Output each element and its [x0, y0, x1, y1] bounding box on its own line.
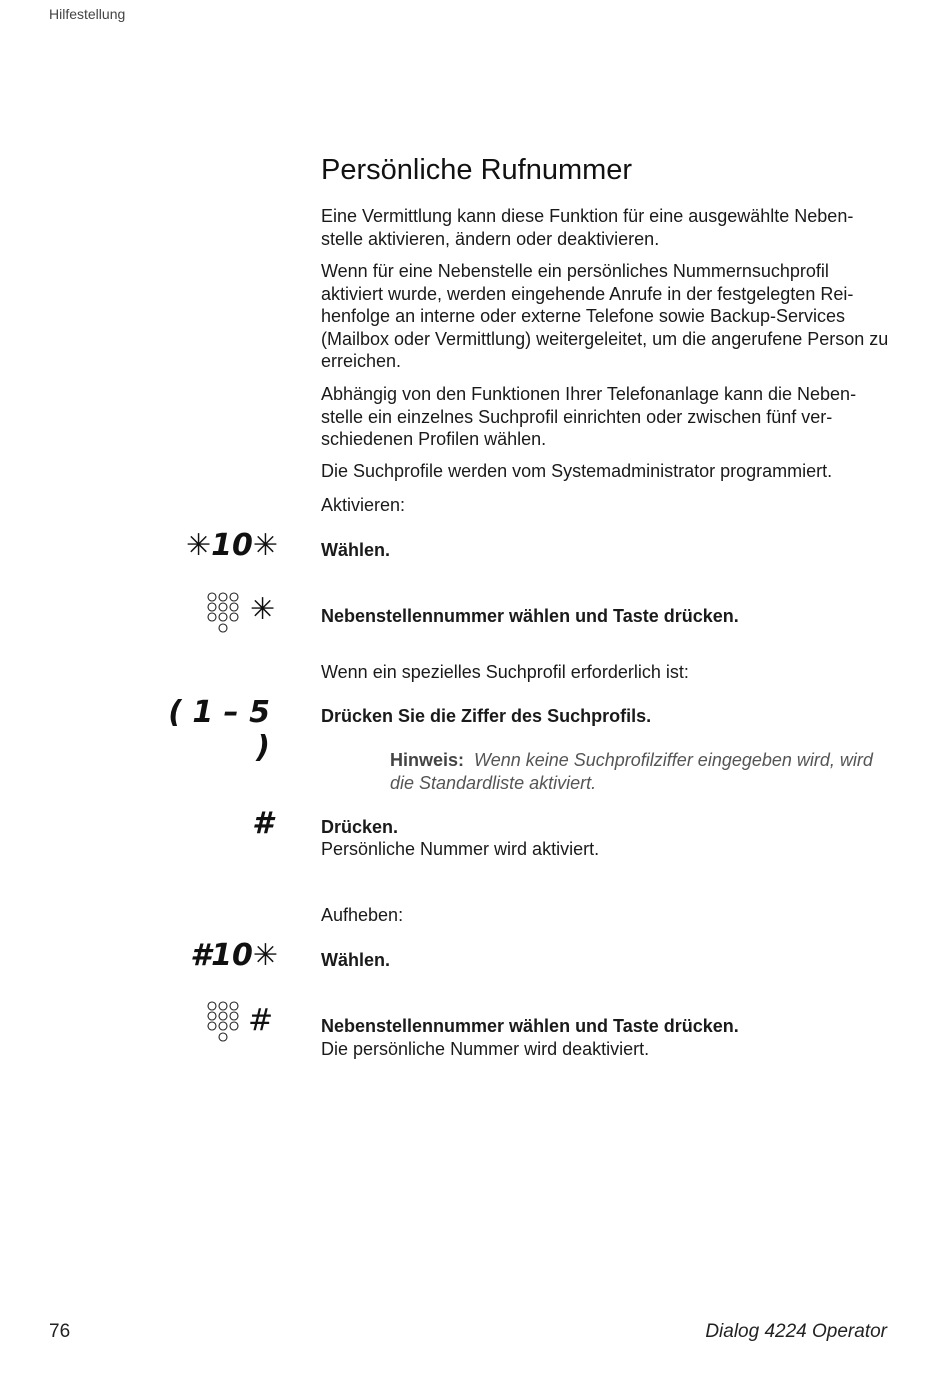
activate-step2-text: Nebenstellennummer wählen und Taste drücken.: [321, 606, 739, 626]
deactivate-key-sequence: #10✳: [190, 938, 278, 973]
activate-step4-text: Drücken.: [321, 817, 399, 837]
activate-heading: Aktivieren:: [321, 495, 406, 515]
note: [390, 749, 895, 794]
activate-key-sequence: ✳10✳: [185, 528, 278, 563]
activate-result-text: Persönliche Nummer wird aktiviert.: [321, 839, 600, 859]
deactivate-step2-text: Nebenstellennummer wählen und Taste drücken.: [321, 1016, 739, 1036]
hash-key: #: [248, 1003, 274, 1038]
product-name: Dialog 4224 Operator: [705, 1321, 887, 1342]
page-header-section: Hilfestellung: [49, 6, 126, 22]
intro-paragraph-2: Wenn für eine Nebenstelle ein persönliches Nummernsuchprofil aktiviert wurde, werden eingehende Anrufe in der festgelegten Rei-henfolge an interne oder externe Telefone sowie Backup-Services (Mailbox oder Vermittlung) weitergeleitet, um die angerufene Person zu erreichen.: [321, 261, 889, 371]
deactivate-result-text: Die persönliche Nummer wird deaktiviert.: [321, 1039, 650, 1059]
intro-paragraph-4: Die Suchprofile werden vom Systemadministrator programmiert.: [321, 461, 833, 481]
conditional-text: Wenn ein spezielles Suchprofil erforderlich ist:: [321, 662, 689, 682]
page-number: 76: [49, 1321, 71, 1342]
star-key: ✳: [250, 592, 276, 627]
activate-step1-text: Wählen.: [321, 540, 391, 560]
note-label: Hinweis:: [390, 750, 465, 770]
intro-paragraph-1: Eine Vermittlung kann diese Funktion für eine ausgewählte Neben-stelle aktivieren, ändern oder deaktivieren.: [321, 206, 854, 249]
hash-key: #: [252, 806, 273, 841]
deactivate-step1-text: Wählen.: [321, 950, 391, 970]
profile-digit-keys: ( 1 – 5 ): [168, 695, 270, 765]
deactivate-heading: Aufheben:: [321, 905, 404, 925]
intro-paragraph-3: Abhängig von den Funktionen Ihrer Telefonanlage kann die Neben-stelle ein einzelnes Suchprofil einrichten oder zwischen fünf ver-schiedenen Profilen wählen.: [321, 384, 857, 449]
keypad-icon: [204, 1001, 244, 1047]
keypad-icon: [204, 592, 244, 638]
page-title: Persönliche Rufnummer: [321, 154, 633, 186]
activate-step3-text: Drücken Sie die Ziffer des Suchprofils.: [321, 706, 652, 726]
note-text: Wenn keine Suchprofilziffer eingegeben wird, wird die Standardliste aktiviert.: [390, 750, 873, 793]
